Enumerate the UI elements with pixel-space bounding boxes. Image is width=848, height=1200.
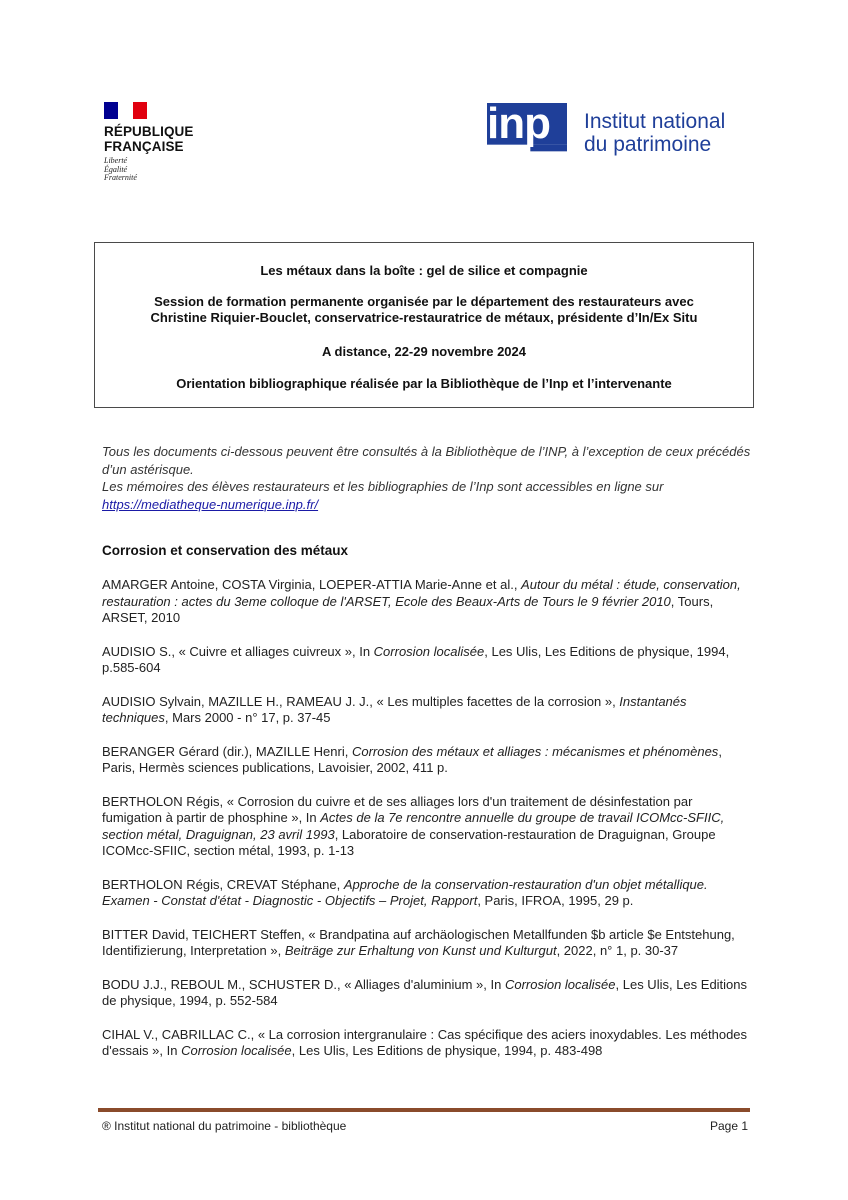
bibliography-list [102,577,750,1077]
bibliography-entry: BERTHOLON Régis, « Corrosion du cuivre et de ses alliages lors d'un traitement de désinfestation par fumigation à partir de phosphine », In Actes de la 7e rencontre annuelle du groupe de travail ICOMcc-SFIIC, section métal, Draguignan, 23 avril 1993, Laboratoire de conservation-restauration de Draguignan, Groupe ICOMcc-SFIIC, section métal, 1993, p. 1-13 [102,793,725,858]
rf-name: RÉPUBLIQUE FRANÇAISE [104,124,194,154]
bibliography-entry: BODU J.J., REBOUL M., SCHUSTER D., « Alliages d'aluminium », In Corrosion localisée, Les Ulis, Les Editions de physique, 1994, p. 552-584 [102,976,748,1008]
page-number: Page 1 [710,1119,749,1133]
session-description: Session de formation permanente organisée par le département des restaurateurs avec Christine Riquier-Bouclet, conservatrice-restauratrice de métaux, présidente d’In/Ex Situ [150,294,698,325]
section-title: Corrosion et conservation des métaux [102,543,349,558]
republique-francaise-logo [104,102,214,183]
bibliography-entry: AUDISIO Sylvain, MAZILLE H., RAMEAU J. J., « Les multiples facettes de la corrosion », Instantanés techniques, Mars 2000 - n° 17, p. 37-45 [102,693,687,725]
inp-logo-name: Institut national du patrimoine [584,110,726,156]
footer-copyright: ® Institut national du patrimoine - bibliothèque [102,1119,347,1133]
rf-motto: Liberté Égalité Fraternité [104,156,137,182]
bibliography-entry: BITTER David, TEICHERT Steffen, « Brandpatina auf archäologischen Metallfunden $b article $e Entstehung, Identifizierung, Interpretation », Beiträge zur Erhaltung von Kunst und Kulturgut, 2022, n° 1, p. 30-37 [102,926,735,958]
french-flag-icon [104,102,147,119]
inp-logo [479,99,741,163]
bibliography-entry: AMARGER Antoine, COSTA Virginia, LOEPER-ATTIA Marie-Anne et al., Autour du métal : étude, conservation, restauration : actes du 3eme colloque de l'ARSET, Ecole des Beaux-Arts de Tours le 9 février 2010, Tours, ARSET, 2010 [102,577,741,625]
orientation-note: Orientation bibliographique réalisée par la Bibliothèque de l’Inp et l’intervenante [176,376,672,391]
bibliography-entry: AUDISIO S., « Cuivre et alliages cuivreux », In Corrosion localisée, Les Ulis, Les Editions de physique, 1994, p.585-604 [102,643,730,675]
inp-logo-word: inp [487,99,550,148]
session-date: A distance, 22-29 novembre 2024 [321,344,526,359]
title-box [94,242,754,408]
mediatheque-link[interactable]: https://mediatheque-numerique.inp.fr/ [102,496,319,512]
document-title: Les métaux dans la boîte : gel de silice et compagnie [260,263,588,278]
bibliography-entry: BERTHOLON Régis, CREVAT Stéphane, Approche de la conservation-restauration d'un objet métallique. Examen - Constat d'état - Diagnostic - Objectifs – Projet, Rapport, Paris, IFROA, 1995, 29 p. [102,876,708,908]
bibliography-entry: BERANGER Gérard (dir.), MAZILLE Henri, Corrosion des métaux et alliages : mécanismes et phénomènes, Paris, Hermès sciences publications, Lavoisier, 2002, 411 p. [102,743,722,775]
bibliography-entry: CIHAL V., CABRILLAC C., « La corrosion intergranulaire : Cas spécifique des aciers inoxydables. Les méthodes d'essais », In Corrosion localisée, Les Ulis, Les Editions de physique, 1994, p. 483-498 [102,1026,748,1058]
intro-note: Tous les documents ci-dessous peuvent être consultés à la Bibliothèque de l’INP, à l’exception de ceux précédés d’un astérisque. Les mémoires des élèves restaurateurs et les bibliographies de l’Inp sont accessibles en ligne sur https://mediatheque-numerique.inp.fr/ [102,444,751,512]
footer-rule [98,1108,750,1112]
